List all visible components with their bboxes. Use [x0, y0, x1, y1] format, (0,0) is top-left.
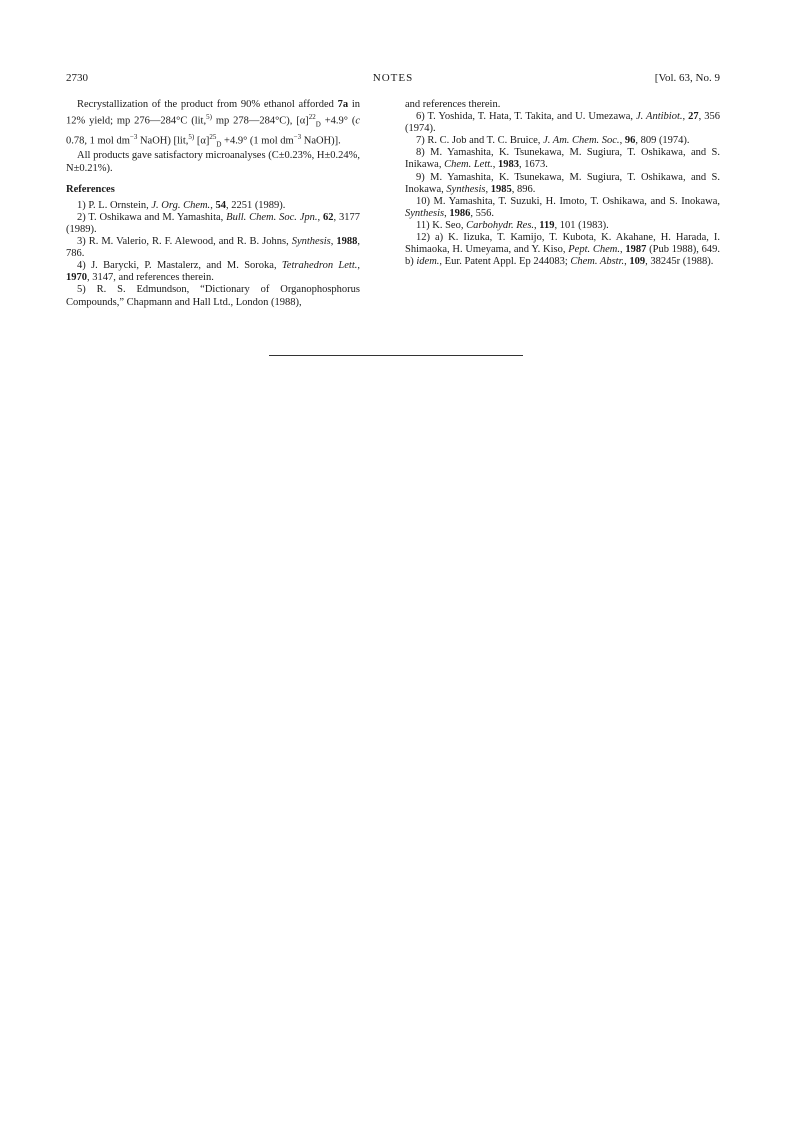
text-run: c: [355, 115, 360, 127]
text-run: , 101 (1983).: [554, 219, 609, 231]
end-rule: [269, 355, 523, 356]
text-run: 11) K. Seo,: [416, 219, 467, 231]
text-run: ,: [485, 183, 491, 195]
text-run: NaOH) [lit,: [137, 135, 189, 147]
text-run: Recrystallization of the product from 90% ethanol afforded: [77, 99, 338, 110]
text-run: Synthesis: [291, 236, 331, 248]
text-run: 1985: [490, 183, 512, 195]
text-run: 6) T. Yoshida, T. Hata, T. Takita, and U. Umezawa,: [416, 111, 636, 123]
text-run: 7) R. C. Job and T. C. Bruice,: [416, 135, 544, 147]
text-run: in 12% yield; mp 276—284°C (lit,: [66, 99, 360, 127]
text-run: 1988: [336, 236, 358, 248]
text-run: (Pub 1988), 649. b): [405, 244, 720, 268]
reference-item: [405, 147, 720, 171]
text-run: 1983: [498, 159, 520, 171]
text-run: 119: [539, 219, 555, 231]
text-run: , 786.: [66, 236, 360, 260]
text-run: ,: [624, 256, 630, 268]
page-number: 2730: [66, 72, 88, 84]
reference-item: [405, 135, 720, 147]
reference-item: [66, 200, 360, 212]
text-run: 0.78, 1 mol dm: [66, 135, 130, 147]
text-run: Bull. Chem. Soc. Jpn.: [226, 211, 318, 223]
text-run: 22: [308, 113, 316, 122]
text-run: All products gave satisfactory microanalyses (C±0.23%, H±0.24%, N±0.21%).: [66, 150, 360, 174]
text-run: 96: [624, 135, 636, 147]
text-run: 5): [206, 113, 212, 122]
text-run: idem.: [416, 256, 440, 268]
text-run: 1986: [449, 207, 471, 219]
reference-item: [66, 212, 360, 236]
text-run: , 3177 (1989).: [66, 211, 361, 235]
text-run: , 38245r (1988).: [645, 256, 714, 268]
text-run: , 896.: [511, 183, 536, 195]
reference-list-right: [405, 111, 720, 268]
text-run: ,: [682, 111, 689, 123]
reference-item: [405, 220, 720, 232]
text-run: Synthesis: [405, 207, 445, 219]
text-run: +4.9° (: [320, 115, 356, 127]
text-run: 4) J. Barycki, P. Mastalerz, and M. Soroka,: [77, 260, 282, 272]
text-run: Carbohydr. Res.: [466, 219, 535, 231]
text-run: ,: [534, 219, 540, 231]
text-run: , 356 (1974).: [405, 111, 721, 135]
reference-list-left: [66, 200, 360, 309]
text-run: , 2251 (1989).: [225, 199, 286, 211]
text-run: J. Am. Chem. Soc.: [543, 135, 620, 147]
reference-continuation: [405, 99, 720, 111]
text-run: Pept. Chem.: [568, 244, 620, 256]
text-run: 5) R. S. Edmundson, “Dictionary of Organophosphorus Compounds,” Chapmann and Hall Ltd., London (1988),: [66, 284, 360, 308]
text-run: 9) M. Yamashita, K. Tsunekawa, M. Sugiura, T. Oshikawa, and S. Inokawa,: [405, 171, 720, 195]
section-title: NOTES: [372, 72, 414, 84]
text-run: and references therein.: [405, 99, 501, 110]
text-run: ,: [317, 211, 324, 223]
text-run: 25: [209, 132, 217, 141]
reference-item: [66, 236, 360, 260]
text-run: NaOH)].: [301, 135, 341, 147]
text-run: +4.9° (1 mol dm: [221, 135, 294, 147]
text-run: J. Org. Chem.: [151, 199, 211, 211]
text-run: , 809 (1974).: [635, 135, 690, 147]
text-run: ,: [330, 236, 337, 248]
reference-item: [405, 172, 720, 196]
text-run: mp 278—284°C), [α]: [211, 115, 309, 127]
reference-item: [405, 232, 720, 268]
text-run: 2) T. Oshikawa and M. Yamashita,: [77, 211, 227, 223]
text-run: 5): [188, 132, 195, 141]
text-run: Chem. Abstr.: [570, 256, 625, 268]
text-run: ,: [620, 244, 626, 256]
text-run: 12) a) K. Iizuka, T. Kamijo, T. Kubota, K. Akahane, H. Harada, I. Shimaoka, H. Umeyama, and Y. Kiso,: [405, 232, 720, 256]
text-run: −3: [129, 132, 138, 141]
text-run: 1) P. L. Ornstein,: [77, 199, 152, 211]
text-run: −3: [293, 132, 302, 141]
reference-item: [405, 111, 720, 135]
running-header: [66, 71, 720, 85]
text-run: , 1673.: [519, 159, 548, 171]
microanalysis-paragraph: [66, 150, 360, 174]
text-run: ,: [357, 260, 361, 272]
experimental-paragraph: [66, 99, 360, 150]
text-run: ,: [619, 135, 625, 147]
text-run: Synthesis: [446, 183, 486, 195]
volume-info: [Vol. 63, No. 9: [654, 72, 720, 84]
text-run: 1987: [625, 244, 647, 256]
text-run: 109: [629, 256, 646, 268]
text-run: [α]: [194, 135, 210, 147]
right-column: [405, 99, 720, 268]
reference-item: [66, 260, 360, 284]
text-run: 54: [215, 199, 226, 211]
reference-item: [405, 196, 720, 220]
text-run: 8) M. Yamashita, K. Tsunekawa, M. Sugiura, T. Oshikawa, and S. Inikawa,: [405, 147, 720, 171]
text-run: ,: [444, 207, 450, 219]
text-run: Chem. Lett.: [444, 159, 493, 171]
text-run: , 556.: [470, 207, 494, 219]
text-run: 27: [688, 111, 699, 123]
reference-item: [66, 284, 360, 308]
left-column: [66, 99, 360, 309]
text-run: ,: [210, 199, 216, 211]
text-run: 7a: [337, 99, 349, 110]
text-run: , 3147, and references therein.: [87, 272, 214, 284]
text-run: D: [315, 120, 321, 129]
text-run: 1970: [66, 272, 87, 284]
references-heading: References: [66, 183, 115, 195]
text-run: Tetrahedron Lett.: [281, 260, 358, 272]
text-run: 10) M. Yamashita, T. Suzuki, H. Imoto, T. Oshikawa, and S. Inokawa,: [416, 195, 720, 207]
text-run: J. Antibiot.: [635, 111, 683, 123]
text-run: 62: [323, 211, 334, 223]
text-run: 3) R. M. Valerio, R. F. Alewood, and R. B. Johns,: [77, 236, 292, 248]
text-run: ,: [492, 159, 499, 171]
text-run: D: [216, 140, 222, 149]
text-run: , Eur. Patent Appl. Ep 244083;: [439, 256, 571, 268]
